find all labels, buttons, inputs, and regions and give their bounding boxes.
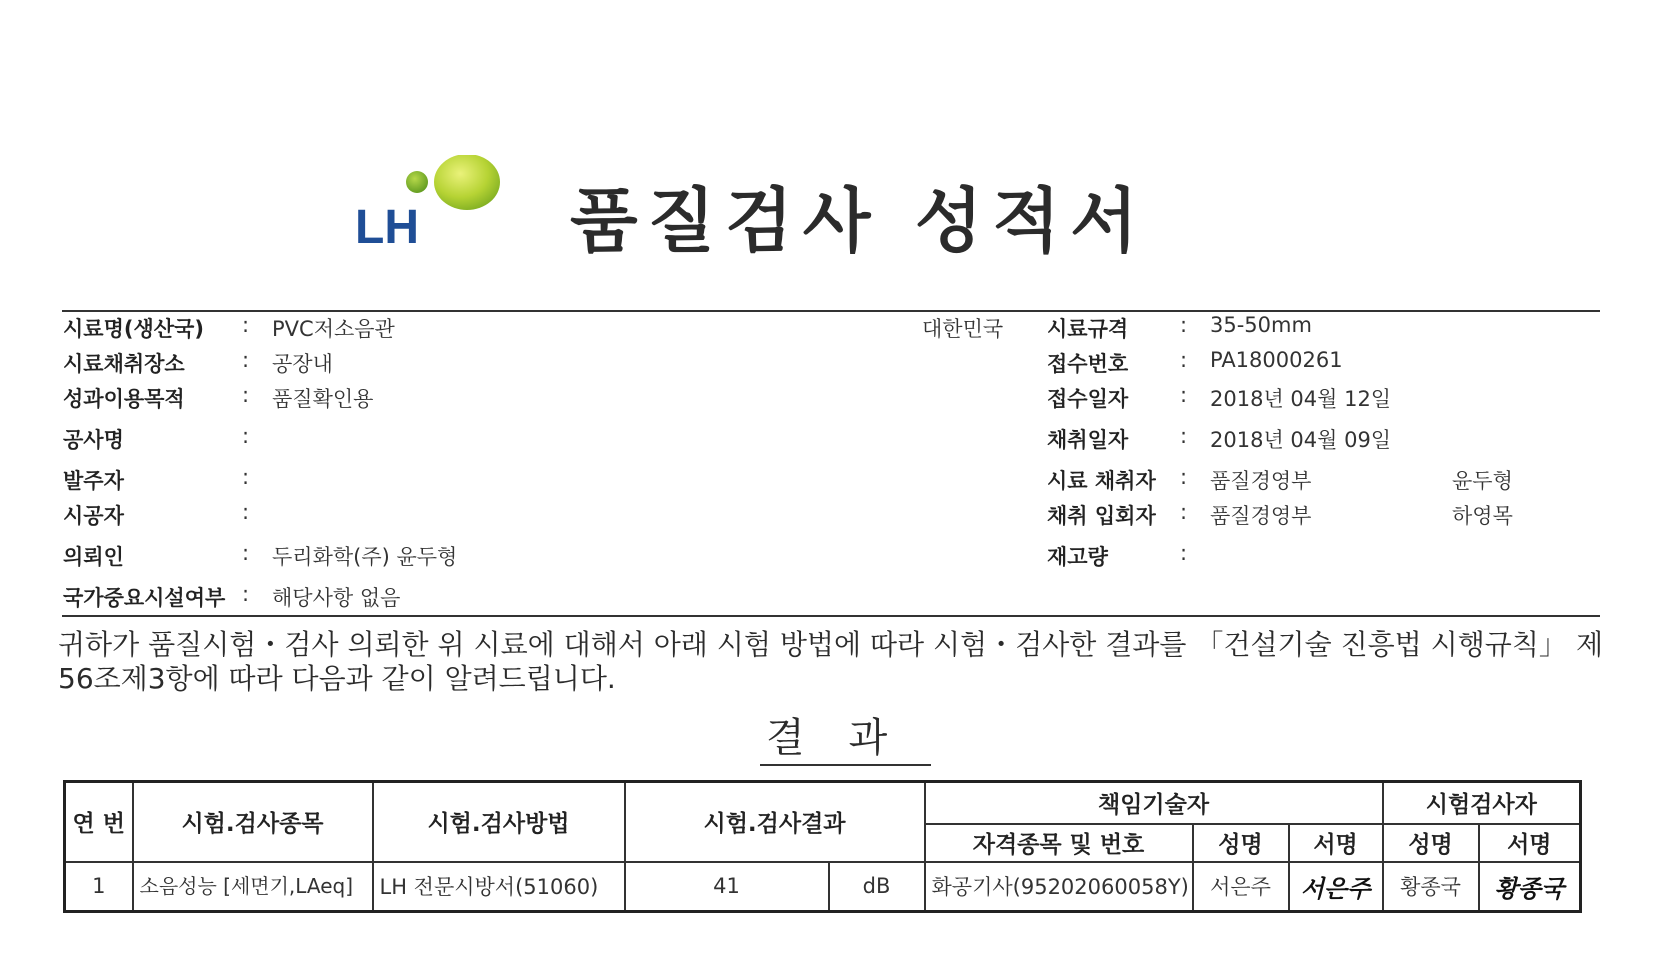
cell-method: LH 전문시방서(51060) [373,862,625,912]
tester-signature: 황종국 [1479,862,1581,912]
info-extra: 윤두형 [1452,469,1513,493]
engineer-signature: 서은주 [1289,862,1383,912]
info-label: 접수번호 [1047,352,1129,376]
header-engineer-name: 성명 [1193,824,1289,862]
info-value: PVC저소음관 [272,317,395,341]
header-qualification: 자격종목 및 번호 [925,824,1193,862]
header-method: 시험.검사방법 [373,782,625,862]
info-colon: : [242,500,250,524]
top-divider [62,310,1600,312]
info-label: 시공자 [63,504,124,528]
info-label: 공사명 [63,428,124,452]
header-item: 시험.검사종목 [133,782,373,862]
info-value: 품질확인용 [272,387,374,411]
origin-country: 대한민국 [922,317,1004,341]
result-table [63,780,1582,913]
cell-unit: dB [829,862,925,912]
header-engineer-sign: 서명 [1289,824,1383,862]
header-no: 연 번 [65,782,133,862]
info-label: 시료채취장소 [63,352,185,376]
info-label: 성과이용목적 [63,387,185,411]
info-colon: : [1180,313,1188,337]
info-value: 2018년 04월 12일 [1210,387,1392,411]
info-value: PA18000261 [1210,348,1343,372]
document-title: 품질검사 성적서 [570,180,1148,262]
info-value: 2018년 04월 09일 [1210,428,1392,452]
info-value: 35-50mm [1210,313,1312,337]
info-label: 국가중요시설여부 [63,586,226,610]
info-label: 시료명(생산국) [63,317,204,341]
logo-text: LH [355,201,419,250]
cell-no: 1 [65,862,133,912]
info-value: 품질경영부 [1210,504,1312,528]
info-label: 발주자 [63,469,124,493]
info-label: 재고량 [1047,545,1108,569]
info-label: 접수일자 [1047,387,1129,411]
result-title: 결과 [760,714,931,766]
info-label: 시료 채취자 [1047,469,1156,493]
header-tester-sign: 서명 [1479,824,1581,862]
info-colon: : [242,465,250,489]
bottom-divider [62,615,1600,617]
info-colon: : [242,424,250,448]
info-colon: : [242,383,250,407]
info-colon: : [242,582,250,606]
lh-logo [355,155,505,250]
info-label: 의뢰인 [63,545,124,569]
info-label: 채취 입회자 [1047,504,1156,528]
cell-engineer-name: 서은주 [1193,862,1289,912]
info-colon: : [242,541,250,565]
cell-qualification: 화공기사(95202060058Y) [925,862,1193,912]
info-colon: : [242,313,250,337]
info-colon: : [1180,383,1188,407]
info-colon: : [1180,541,1188,565]
info-value: 공장내 [272,352,333,376]
cell-item: 소음성능 [세면기,LAeq] [133,862,373,912]
info-value: 두리화학(주) 윤두형 [272,545,458,569]
info-extra: 하영목 [1452,504,1513,528]
info-colon: : [1180,500,1188,524]
info-label: 시료규격 [1047,317,1129,341]
table-header-row [65,782,1581,824]
header-tester-name: 성명 [1383,824,1479,862]
header-engineer: 책임기술자 [925,782,1383,824]
cell-value: 41 [625,862,829,912]
info-value: 품질경영부 [1210,469,1312,493]
info-value: 해당사항 없음 [272,586,401,610]
info-label: 채취일자 [1047,428,1129,452]
info-colon: : [242,348,250,372]
table-row [65,862,1581,912]
info-colon: : [1180,424,1188,448]
header-result: 시험.검사결과 [625,782,925,862]
notice-paragraph: 귀하가 품질시험・검사 의뢰한 위 시료에 대해서 아래 시험 방법에 따라 시험・검사한 결과를 「건설기술 진흥법 시행규칙」 제56조제3항에 따라 다음과 같이 알려드립니다. [58,628,1603,695]
info-colon: : [1180,465,1188,489]
header-tester: 시험검사자 [1383,782,1581,824]
info-colon: : [1180,348,1188,372]
cell-tester-name: 황종국 [1383,862,1479,912]
